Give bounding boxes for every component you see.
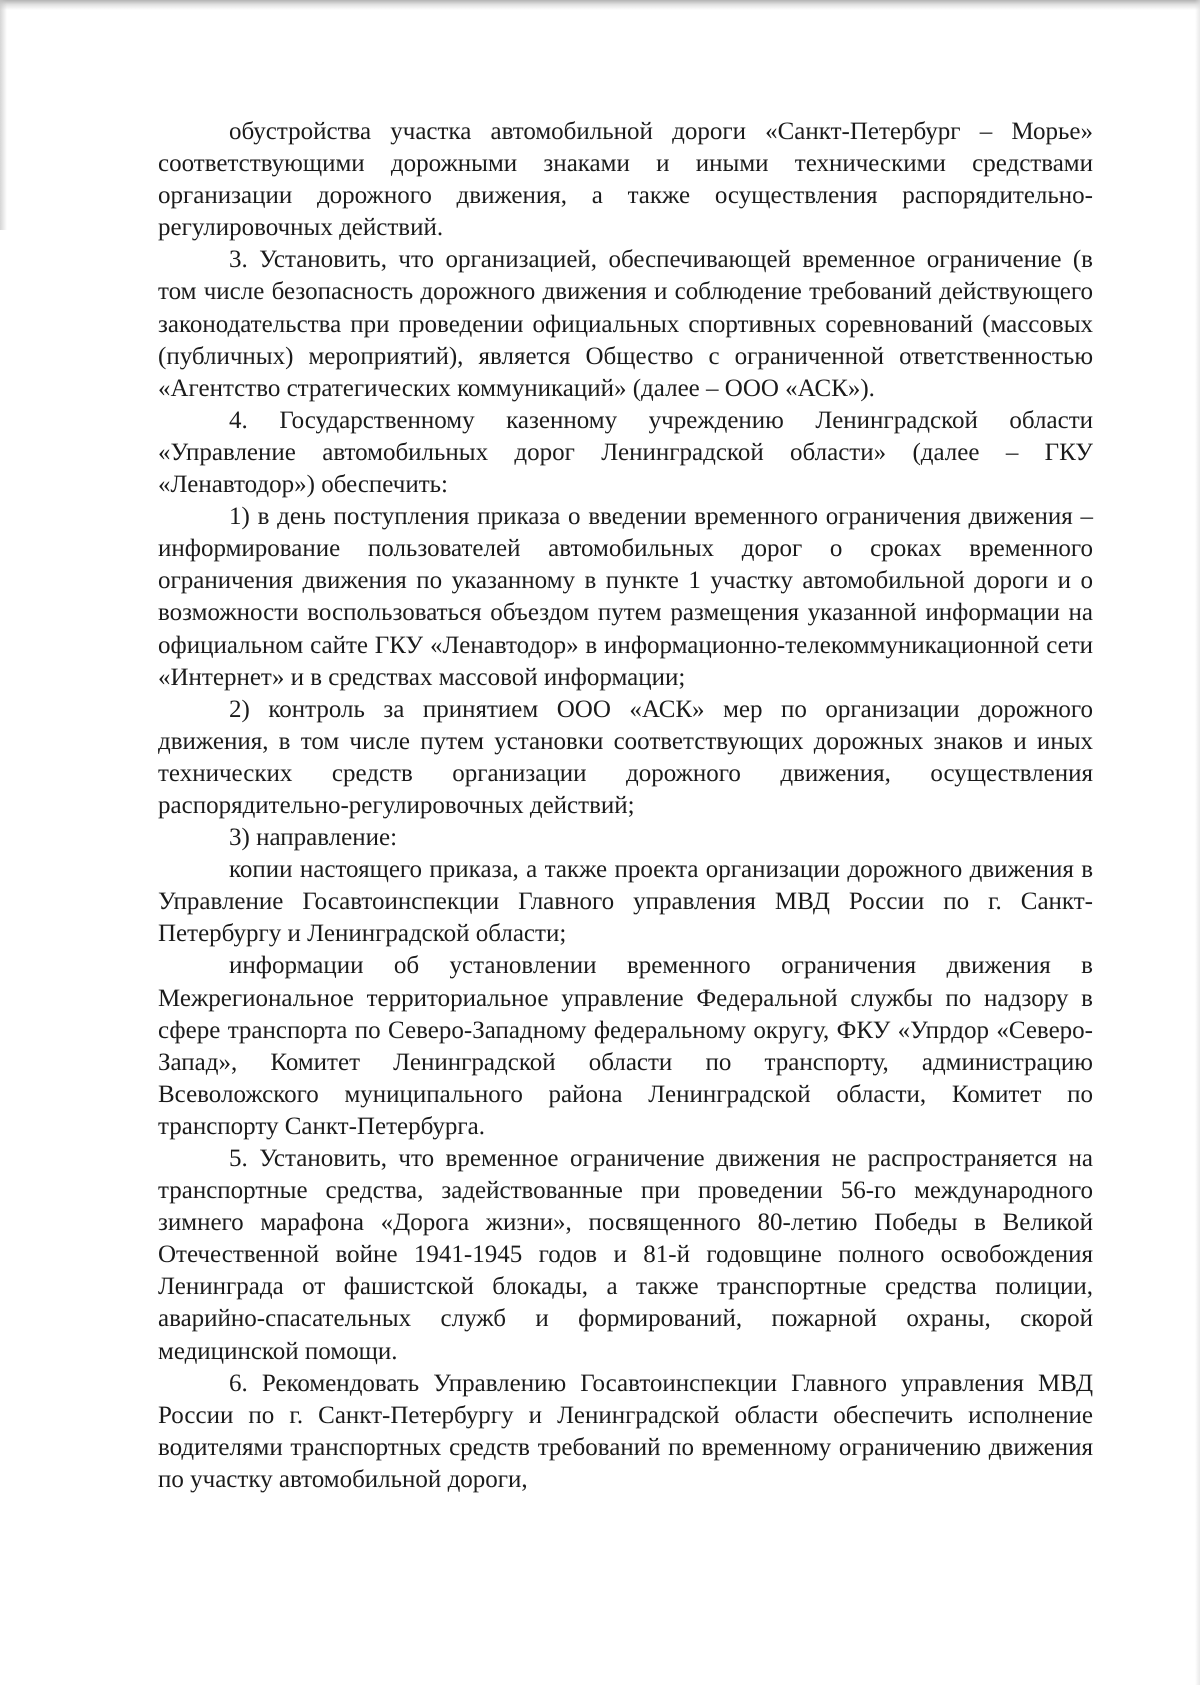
paragraph-information-recipients: информации об установлении временного ограничения движения в Межрегиональное территориальное управление Федеральной службы по надзору в сфере транспорта по Северо-Западному федеральному округу, ФКУ «Упрдор «Северо-Запад», Комитет Ленинградской области по транспорту, администрацию Всеволожского муниципального района Ленинградской области, Комитет по транспорту Санкт-Петербурга. [158,952,1093,1140]
paragraph-continuation-signage: обустройства участка автомобильной дороги «Санкт-Петербург – Морье» соответствующими дорожными знаками и иными техническими средствами организации дорожного движения, а также осуществления распорядительно-регулировочных действий. [158,118,1093,242]
paragraph-item-6-recommendation: 6. Рекомендовать Управлению Госавтоинспекции Главного управления МВД России по г. Санкт-Петербургу и Ленинградской области обеспечить исполнение водителями транспортных средств требований по временному ограничению движения по участку автомобильной дороги, [158,1369,1093,1493]
paragraph-item-4-lenavtodor: 4. Государственному казенному учреждению Ленинградской области «Управление автомобильных дорог Ленинградской области» (далее – ГКУ «Ленавтодор») обеспечить: [158,406,1093,499]
scan-edge-left [0,0,7,230]
paragraph-subitem-2-control: 2) контроль за принятием ООО «АСК» мер по организации дорожного движения, в том числе путем установки соответствующих дорожных знаков и иных технических средств организации дорожного движения, осуществления распорядительно-регулировочных действий; [158,695,1093,819]
document-page [158,116,1093,1496]
paragraph-item-5-exemptions: 5. Установить, что временное ограничение движения не распространяется на транспортные средства, задействованные при проведении 56-го международного зимнего марафона «Дорога жизни», посвященного 80-летию Победы в Великой Отечественной войне 1941-1945 годов и 81-й годовщине полного освобождения Ленинграда от фашистской блокады, а также транспортные средства полиции, аварийно-спасательных служб и формирований, пожарной охраны, скорой медицинской помощи. [158,1145,1093,1365]
paragraph-subitem-3-direction: 3) направление: [229,824,398,852]
scan-edge-top [0,0,1200,10]
paragraph-item-3-organizer: 3. Установить, что организацией, обеспечивающей временное ограничение (в том числе безопасность дорожного движения и соблюдение требований действующего законодательства при проведении официальных спортивных соревнований (массовых (публичных) мероприятий), является Общество с ограниченной ответственностью «Агентство стратегических коммуникаций» (далее – ООО «АСК»). [158,246,1093,402]
scan-edge-right [1195,0,1200,1685]
paragraph-subitem-1-informing: 1) в день поступления приказа о введении временного ограничения движения – информирование пользователей автомобильных дорог о сроках временного ограничения движения по указанному в пункте 1 участку автомобильной дороги и о возможности воспользоваться объездом путем размещения указанной информации на официальном сайте ГКУ «Ленавтодор» в информационно-телекоммуникационной сети «Интернет» и в средствах массовой информации; [158,503,1093,691]
paragraph-copies-of-order: копии настоящего приказа, а также проекта организации дорожного движения в Управление Госавтоинспекции Главного управления МВД России по г. Санкт-Петербургу и Ленинградской области; [158,856,1093,948]
